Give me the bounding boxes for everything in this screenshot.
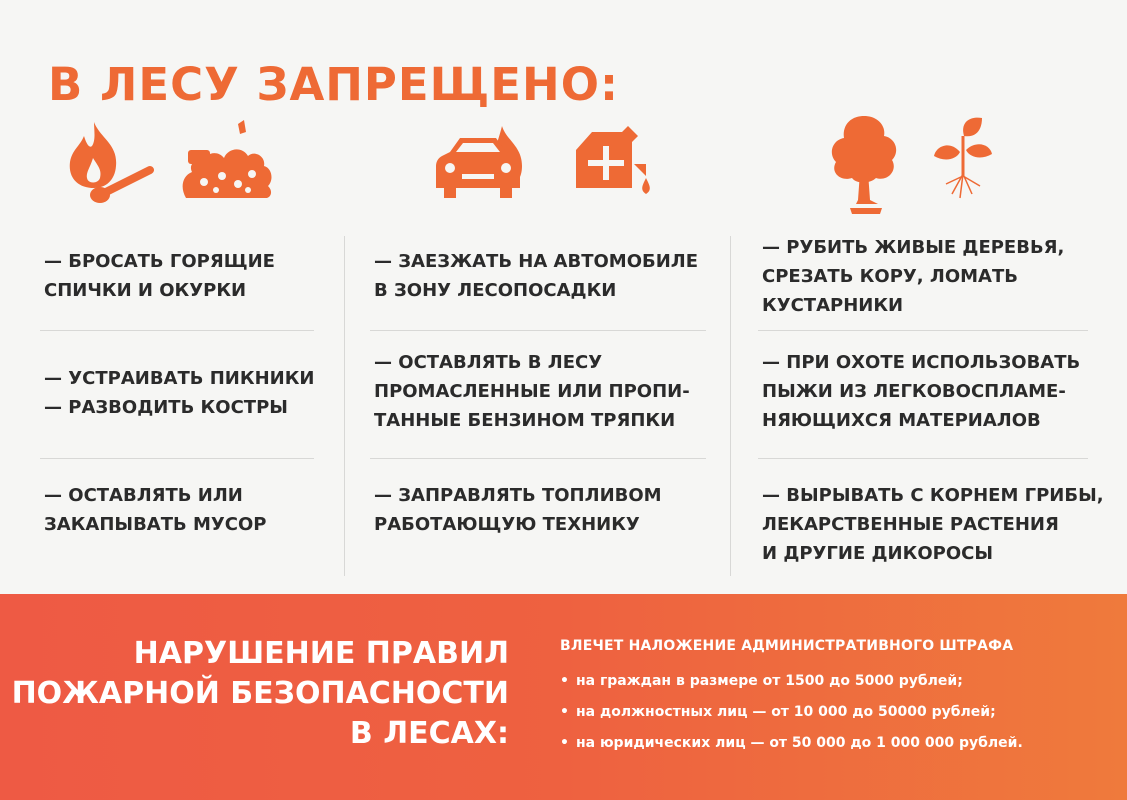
fine-banner (0, 594, 1127, 800)
fine-heading: ВЛЕЧЕТ НАЛОЖЕНИЕ АДМИНИСТРАТИВНОГО ШТРАФА (560, 638, 1014, 654)
fire-match-icon (60, 118, 160, 213)
row-divider (758, 458, 1088, 459)
banner-title: НАРУШЕНИЕ ПРАВИЛ ПОЖАРНОЙ БЕЗОПАСНОСТИ В ЛЕСАХ: (11, 636, 509, 751)
fine-text: на юридических лиц — от 50 000 до 1 000 000 рублей. (575, 735, 1023, 751)
bullet: • (560, 704, 569, 720)
row-divider (370, 458, 706, 459)
fine-text: на должностных лиц — от 10 000 до 50000 рублей; (575, 704, 996, 720)
prohibition-item: — УСТРАИВАТЬ ПИКНИКИ — РАЗВОДИТЬ КОСТРЫ (44, 368, 315, 418)
row-divider (758, 330, 1088, 331)
fuel-canister-icon (572, 124, 662, 200)
prohibition-item: — ЗАПРАВЛЯТЬ ТОПЛИВОМ РАБОТАЮЩУЮ ТЕХНИКУ (374, 485, 662, 535)
fine-list (560, 666, 1023, 759)
row-divider (40, 458, 314, 459)
column-divider (344, 236, 345, 576)
fine-item (560, 666, 1023, 697)
prohibition-item: — РУБИТЬ ЖИВЫЕ ДЕРЕВЬЯ, СРЕЗАТЬ КОРУ, ЛОМАТЬ КУСТАРНИКИ (762, 237, 1065, 316)
row-divider (40, 330, 314, 331)
prohibition-item: — БРОСАТЬ ГОРЯЩИЕ СПИЧКИ И ОКУРКИ (44, 251, 275, 301)
fine-item (560, 728, 1023, 759)
bullet: • (560, 673, 569, 689)
prohibition-item: — ОСТАВЛЯТЬ ИЛИ ЗАКАПЫВАТЬ МУСОР (44, 485, 267, 535)
fine-item (560, 697, 1023, 728)
picnic-icon (178, 118, 276, 200)
uprooted-plant-icon (930, 116, 1000, 200)
tree-icon (826, 112, 902, 216)
prohibition-item: — ЗАЕЗЖАТЬ НА АВТОМОБИЛЕ В ЗОНУ ЛЕСОПОСАДКИ (374, 251, 699, 301)
prohibition-item: — ПРИ ОХОТЕ ИСПОЛЬЗОВАТЬ ПЫЖИ ИЗ ЛЕГКОВОСПЛАМЕ- НЯЮЩИХСЯ МАТЕРИАЛОВ (762, 352, 1081, 431)
column-divider (730, 236, 731, 576)
fine-text: на граждан в размере от 1500 до 5000 рублей; (575, 673, 963, 689)
prohibition-item: — ВЫРЫВАТЬ С КОРНЕМ ГРИБЫ, ЛЕКАРСТВЕННЫЕ РАСТЕНИЯ И ДРУГИЕ ДИКОРОСЫ (762, 485, 1104, 564)
bullet: • (560, 735, 569, 751)
car-fire-icon (432, 122, 532, 208)
prohibition-item: — ОСТАВЛЯТЬ В ЛЕСУ ПРОМАСЛЕННЫЕ ИЛИ ПРОПИ- ТАННЫЕ БЕНЗИНОМ ТРЯПКИ (374, 352, 690, 431)
page-title: В ЛЕСУ ЗАПРЕЩЕНО: (48, 58, 619, 111)
row-divider (370, 330, 706, 331)
